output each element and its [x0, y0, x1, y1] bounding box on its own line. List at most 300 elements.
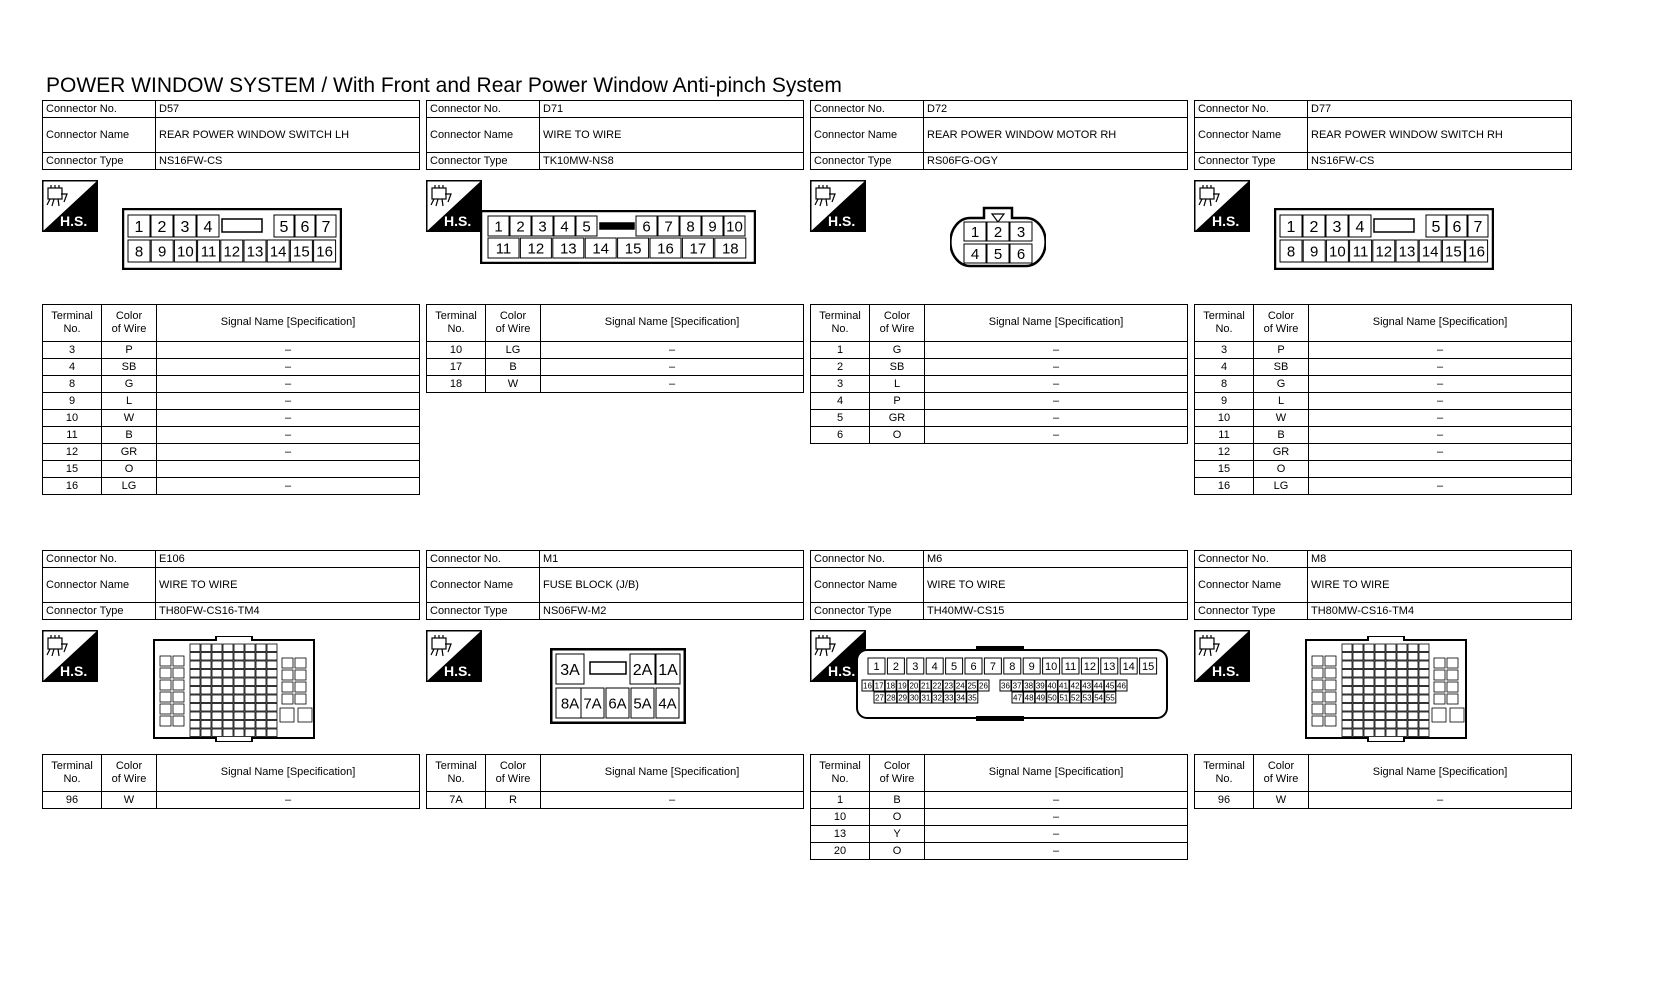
pin-label: 12 [527, 240, 545, 258]
connector-name-label: Connector Name [811, 568, 924, 603]
pin-cavity [245, 721, 255, 729]
connector-info-table [426, 100, 804, 170]
pin-label: 15 [1445, 243, 1462, 261]
pin-cavity [1353, 695, 1363, 703]
pin-cavity [1397, 687, 1407, 695]
pin-cavity [1397, 644, 1407, 652]
connector-name-label: Connector Name [811, 118, 924, 153]
pin-cavity [190, 678, 200, 686]
pin-label: 53 [1082, 693, 1092, 703]
connector-no-label: Connector No. [811, 551, 924, 568]
svg-text:H.S.: H.S. [444, 213, 472, 229]
wire-color: W [102, 410, 157, 427]
terminal-table [42, 304, 420, 495]
connector-info-table [810, 550, 1188, 620]
pin-cavity [1386, 712, 1396, 720]
pin-label: 50 [1047, 693, 1057, 703]
pin-label: 35 [967, 693, 977, 703]
pin-cavity [1397, 712, 1407, 720]
pin-cavity [223, 661, 233, 669]
pin-cavity [190, 712, 200, 720]
signal-name: – [157, 427, 420, 444]
table-row [43, 792, 420, 809]
pin-label: 2 [1309, 218, 1319, 236]
pin-cavity [1342, 704, 1352, 712]
harness-side-icon [1194, 630, 1250, 682]
terminal-table [1194, 304, 1572, 495]
pin-cavity [1434, 682, 1445, 692]
pin-cavity [1353, 678, 1363, 686]
pin-label: 13 [1398, 243, 1416, 261]
pin-cavity [1364, 670, 1374, 678]
pin-cavity [1342, 678, 1352, 686]
pin-cavity [1397, 721, 1407, 729]
wire-color: O [102, 461, 157, 478]
connector-name-value: FUSE BLOCK (J/B) [540, 568, 804, 603]
connector-panel-m1 [426, 550, 804, 809]
pin-cavity [256, 670, 266, 678]
connector-type-value: TK10MW-NS8 [540, 153, 804, 170]
pin-cavity [223, 678, 233, 686]
pin-cavity [234, 729, 244, 737]
pin-label: 8 [686, 218, 695, 236]
connector-figure [1194, 170, 1572, 304]
signal-name: – [157, 410, 420, 427]
pin-cavity [190, 653, 200, 661]
connector-no-value: D77 [1308, 101, 1572, 118]
pin-cavity [295, 658, 306, 668]
table-row [1195, 478, 1572, 495]
pin-label: 3A [560, 661, 580, 679]
pin-label: 3 [1016, 223, 1026, 241]
pin-cavity [1325, 668, 1336, 678]
pin-cavity [1353, 661, 1363, 669]
table-row [1195, 393, 1572, 410]
pin-cavity [190, 644, 200, 652]
connector-face-ns16 [1274, 208, 1494, 270]
table-row [811, 826, 1188, 843]
pin-cavity [190, 704, 200, 712]
pin-label: 4A [658, 695, 677, 713]
signal-name-header: Signal Name [Specification] [157, 305, 420, 342]
connector-type-label: Connector Type [1195, 153, 1308, 170]
pin-cavity [190, 661, 200, 669]
pin-label: 3 [180, 218, 190, 236]
pin-cavity [1408, 704, 1418, 712]
signal-name: – [1309, 478, 1572, 495]
pin-label: 42 [1070, 681, 1080, 691]
pin-label: 9 [708, 218, 717, 236]
connector-type-value: NS06FW-M2 [540, 603, 804, 620]
svg-text:H.S.: H.S. [1212, 213, 1240, 229]
pin-cavity [1434, 694, 1445, 704]
pin-cavity [1397, 661, 1407, 669]
pin-cavity [1342, 670, 1352, 678]
connector-name-value: WIRE TO WIRE [924, 568, 1188, 603]
table-row [1195, 359, 1572, 376]
pin-cavity [201, 644, 211, 652]
pin-cavity [1342, 712, 1352, 720]
signal-name: – [925, 843, 1188, 860]
pin-cavity [1325, 716, 1336, 726]
connector-face-th80 [1304, 636, 1468, 742]
wire-color-header: Color of Wire [870, 755, 925, 792]
pin-cavity [223, 644, 233, 652]
pin-cavity [212, 687, 222, 695]
terminal-no: 18 [427, 376, 486, 393]
connector-face-ns06 [550, 648, 686, 724]
table-row [427, 792, 804, 809]
wire-color: P [870, 393, 925, 410]
connector-info-table [426, 550, 804, 620]
pin-cavity [245, 644, 255, 652]
connector-type-value: TH80FW-CS16-TM4 [156, 603, 420, 620]
pin-cavity [1419, 661, 1429, 669]
pin-cavity [256, 729, 266, 737]
wire-color: GR [102, 444, 157, 461]
pin-label: 6 [642, 218, 651, 236]
pin-cavity [267, 729, 277, 737]
pin-label: 7 [1473, 218, 1483, 236]
pin-label: 14 [592, 240, 610, 258]
pin-label: 4 [203, 218, 213, 236]
connector-no-value: D57 [156, 101, 420, 118]
pin-label: 1 [873, 660, 880, 673]
signal-name: – [157, 342, 420, 359]
pin-cavity [1386, 729, 1396, 737]
signal-name-header: Signal Name [Specification] [157, 755, 420, 792]
pin-cavity [1397, 678, 1407, 686]
wire-color: LG [486, 342, 541, 359]
pin-label: 39 [1035, 681, 1045, 691]
pin-cavity [267, 721, 277, 729]
pin-cavity [1386, 661, 1396, 669]
connector-name-value: REAR POWER WINDOW SWITCH RH [1308, 118, 1572, 153]
wire-color: P [1254, 342, 1309, 359]
connector-type-label: Connector Type [811, 603, 924, 620]
wire-color: G [1254, 376, 1309, 393]
pin-cavity [234, 653, 244, 661]
pin-cavity [234, 687, 244, 695]
table-row [43, 342, 420, 359]
pin-cavity [267, 712, 277, 720]
pin-cavity [1397, 704, 1407, 712]
pin-cavity [1342, 661, 1352, 669]
terminal-no-header: Terminal No. [811, 305, 870, 342]
pin-cavity [1342, 653, 1352, 661]
pin-label: 46 [1117, 681, 1126, 691]
pin-cavity [1386, 687, 1396, 695]
pin-cavity [1364, 678, 1374, 686]
table-row [427, 359, 804, 376]
table-row [1195, 444, 1572, 461]
wire-color: R [486, 792, 541, 809]
wire-color-header: Color of Wire [1254, 305, 1309, 342]
wire-color: B [486, 359, 541, 376]
pin-cavity [212, 670, 222, 678]
pin-label: 21 [921, 681, 930, 691]
wire-color-header: Color of Wire [486, 305, 541, 342]
pin-cavity [223, 729, 233, 737]
pin-cavity [201, 712, 211, 720]
pin-cavity [1447, 682, 1458, 692]
terminal-no: 17 [427, 359, 486, 376]
pin-cavity [256, 712, 266, 720]
pin-cavity [245, 653, 255, 661]
harness-side-icon [1194, 180, 1250, 232]
pin-label: 10 [1044, 660, 1058, 673]
pin-cavity [1325, 704, 1336, 714]
pin-cavity [201, 721, 211, 729]
signal-name-header: Signal Name [Specification] [925, 755, 1188, 792]
terminal-no: 96 [43, 792, 102, 809]
wire-color: P [102, 342, 157, 359]
pin-cavity [201, 670, 211, 678]
table-row [43, 478, 420, 495]
pin-cavity [1434, 670, 1445, 680]
pin-cavity [201, 687, 211, 695]
connector-name-value: WIRE TO WIRE [540, 118, 804, 153]
table-row [427, 342, 804, 359]
pin-label: 52 [1071, 693, 1080, 703]
connector-info-table [1194, 550, 1572, 620]
pin-cavity [1408, 644, 1418, 652]
pin-cavity [212, 712, 222, 720]
signal-name [1309, 461, 1572, 478]
connector-no-value: E106 [156, 551, 420, 568]
pin-label: 34 [956, 693, 966, 703]
pin-cavity [1386, 653, 1396, 661]
pin-cavity [1353, 687, 1363, 695]
terminal-no-header: Terminal No. [427, 305, 486, 342]
terminal-no-header: Terminal No. [427, 755, 486, 792]
terminal-no: 8 [43, 376, 102, 393]
pin-cavity [267, 695, 277, 703]
pin-cavity [1312, 668, 1323, 678]
pin-cavity [1312, 704, 1323, 714]
pin-label: 24 [955, 681, 965, 691]
connector-figure [42, 170, 420, 304]
connector-type-value: RS06FG-OGY [924, 153, 1188, 170]
connector-no-label: Connector No. [1195, 101, 1308, 118]
pin-label: 26 [979, 681, 988, 691]
pin-label: 22 [932, 681, 942, 691]
svg-text:H.S.: H.S. [444, 663, 472, 679]
terminal-no: 1 [811, 342, 870, 359]
pin-label: 32 [933, 693, 942, 703]
wire-color: O [870, 809, 925, 826]
pin-label: 12 [223, 243, 241, 261]
pin-label: 11 [200, 243, 217, 261]
signal-name: – [541, 376, 804, 393]
pin-cavity [256, 695, 266, 703]
terminal-no: 15 [1195, 461, 1254, 478]
pin-cavity [245, 661, 255, 669]
signal-name: – [157, 444, 420, 461]
signal-name: – [157, 792, 420, 809]
pin-label: 15 [1141, 660, 1155, 673]
table-row [811, 359, 1188, 376]
pin-cavity [190, 687, 200, 695]
pin-cavity [160, 716, 171, 726]
pin-cavity [1364, 661, 1374, 669]
wire-color: GR [870, 410, 925, 427]
pin-label: 17 [874, 681, 884, 691]
pin-cavity [1364, 704, 1374, 712]
pin-cavity [1325, 680, 1336, 690]
pin-cavity [1364, 644, 1374, 652]
table-row [43, 359, 420, 376]
connector-name-label: Connector Name [427, 568, 540, 603]
pin-label: 15 [624, 240, 642, 258]
pin-label: 51 [1059, 693, 1069, 703]
terminal-no: 3 [811, 376, 870, 393]
terminal-no: 6 [811, 427, 870, 444]
wire-color: G [102, 376, 157, 393]
pin-label: 2 [516, 218, 525, 236]
terminal-no: 15 [43, 461, 102, 478]
pin-label: 4 [1355, 218, 1365, 236]
terminal-no: 4 [1195, 359, 1254, 376]
pin-cavity [1353, 712, 1363, 720]
signal-name: – [157, 478, 420, 495]
pin-label: 2 [157, 218, 167, 236]
pin-cavity [212, 653, 222, 661]
pin-label: 1 [494, 218, 503, 236]
pin-cavity [256, 678, 266, 686]
pin-label: 1 [1286, 218, 1296, 236]
pin-cavity [160, 680, 171, 690]
connector-name-label: Connector Name [1195, 118, 1308, 153]
signal-name: – [925, 376, 1188, 393]
pin-cavity [1408, 653, 1418, 661]
pin-cavity [298, 708, 312, 722]
terminal-no: 1 [811, 792, 870, 809]
pin-cavity [1408, 670, 1418, 678]
pin-label: 5 [582, 218, 591, 236]
pin-label: 49 [1036, 693, 1046, 703]
pin-label: 19 [897, 681, 907, 691]
wire-color: Y [870, 826, 925, 843]
table-row [1195, 410, 1572, 427]
pin-cavity [223, 687, 233, 695]
harness-side-icon [42, 630, 98, 682]
pin-cavity [212, 695, 222, 703]
connector-info-table [810, 100, 1188, 170]
terminal-no-header: Terminal No. [1195, 755, 1254, 792]
connector-panel-d71 [426, 100, 804, 393]
wire-color: O [1254, 461, 1309, 478]
connector-figure [810, 170, 1188, 304]
terminal-no-header: Terminal No. [1195, 305, 1254, 342]
connector-no-value: M6 [924, 551, 1188, 568]
terminal-no: 96 [1195, 792, 1254, 809]
pin-cavity [1375, 670, 1385, 678]
connector-type-value: TH40MW-CS15 [924, 603, 1188, 620]
table-row [811, 792, 1188, 809]
pin-label: 10 [1329, 243, 1346, 261]
signal-name-header: Signal Name [Specification] [1309, 305, 1572, 342]
pin-cavity [282, 694, 293, 704]
pin-cavity [256, 644, 266, 652]
pin-label: 1 [970, 223, 980, 241]
pin-cavity [1397, 729, 1407, 737]
pin-cavity [1450, 708, 1464, 722]
table-row [43, 444, 420, 461]
pin-cavity [295, 670, 306, 680]
connector-face-tk10 [480, 210, 756, 264]
pin-label: 5 [279, 218, 289, 236]
pin-cavity [245, 695, 255, 703]
pin-cavity [160, 656, 171, 666]
pin-cavity [173, 692, 184, 702]
pin-cavity [234, 712, 244, 720]
wire-color: SB [102, 359, 157, 376]
wire-color: LG [102, 478, 157, 495]
signal-name: – [1309, 792, 1572, 809]
signal-name: – [157, 393, 420, 410]
pin-cavity [212, 678, 222, 686]
pin-cavity [212, 661, 222, 669]
connector-info-table [1194, 100, 1572, 170]
table-row [811, 427, 1188, 444]
connector-type-label: Connector Type [427, 603, 540, 620]
pin-cavity [223, 721, 233, 729]
terminal-no-header: Terminal No. [43, 755, 102, 792]
pin-cavity [1375, 653, 1385, 661]
wire-color: W [102, 792, 157, 809]
signal-name: – [541, 359, 804, 376]
connector-panel-e106 [42, 550, 420, 809]
pin-cavity [1364, 729, 1374, 737]
pin-label: 11 [1064, 660, 1077, 673]
pin-cavity [1325, 656, 1336, 666]
pin-cavity [245, 687, 255, 695]
connector-figure [810, 620, 1188, 754]
pin-label: 28 [886, 693, 896, 703]
pin-cavity [234, 695, 244, 703]
pin-label: 1A [658, 661, 678, 679]
pin-cavity [1364, 721, 1374, 729]
page-title: POWER WINDOW SYSTEM / With Front and Rear Power Window Anti-pinch System [46, 74, 842, 97]
pin-label: 3 [538, 218, 547, 236]
terminal-no-header: Terminal No. [811, 755, 870, 792]
pin-cavity [201, 661, 211, 669]
pin-cavity [1353, 721, 1363, 729]
pin-cavity [1342, 644, 1352, 652]
pin-label: 14 [1122, 660, 1135, 673]
pin-cavity [1375, 678, 1385, 686]
wire-color-header: Color of Wire [1254, 755, 1309, 792]
signal-name: – [1309, 376, 1572, 393]
connector-no-label: Connector No. [43, 101, 156, 118]
pin-label: 3 [1332, 218, 1342, 236]
pin-label: 6 [1016, 245, 1026, 263]
pin-cavity [234, 661, 244, 669]
signal-name: – [1309, 410, 1572, 427]
pin-cavity [1375, 704, 1385, 712]
connector-panel-m8 [1194, 550, 1572, 809]
pin-cavity [1342, 695, 1352, 703]
pin-label: 6 [970, 660, 977, 673]
pin-label: 1 [134, 218, 144, 236]
pin-cavity [190, 695, 200, 703]
connector-no-value: M1 [540, 551, 804, 568]
terminal-no: 10 [1195, 410, 1254, 427]
harness-side-icon [42, 180, 98, 232]
pin-cavity [1419, 644, 1429, 652]
terminal-no: 3 [1195, 342, 1254, 359]
